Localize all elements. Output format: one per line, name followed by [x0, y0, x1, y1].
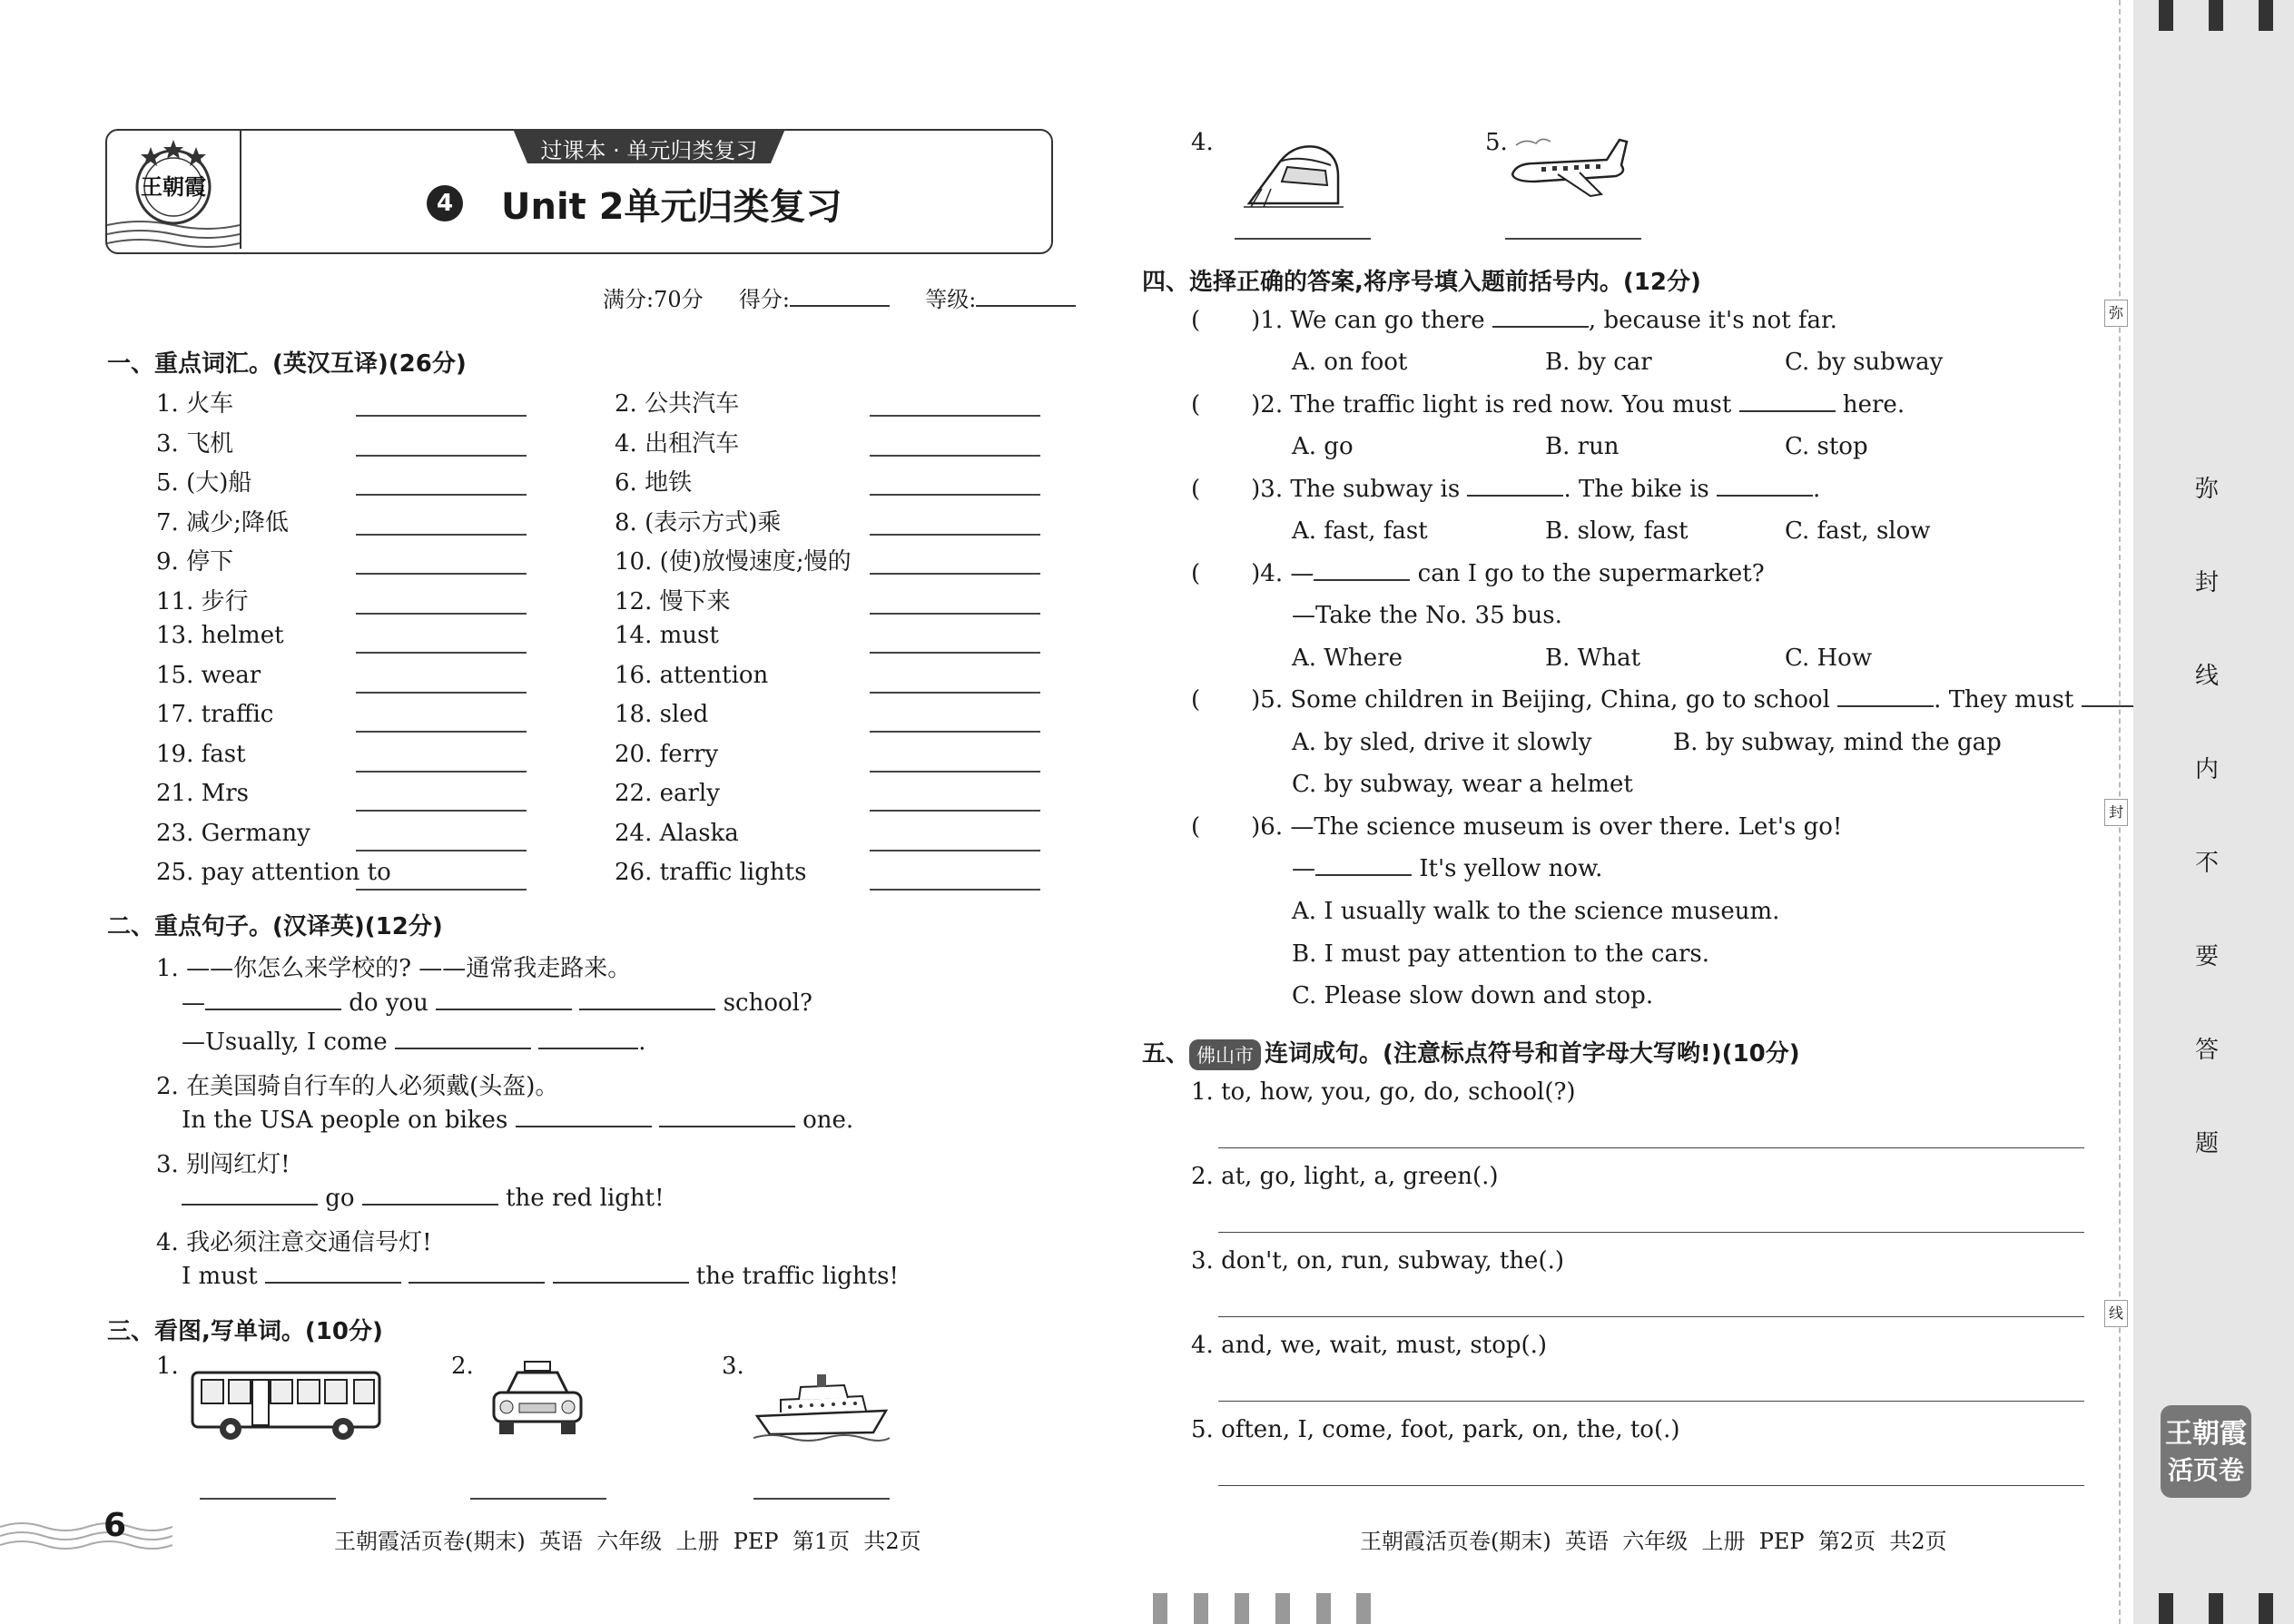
q2-3-english: go the red light! [182, 1185, 665, 1212]
seal-char: 要 [2195, 943, 2220, 970]
binding-mark-1: 弥 [2104, 300, 2128, 327]
seal-char: 内 [2195, 756, 2220, 783]
binding-mark-2: 封 [2104, 799, 2128, 826]
reorder-item: 2. at, go, light, a, green(.) [1191, 1163, 1499, 1190]
vocab-answer-line[interactable] [870, 850, 1040, 851]
grade-field[interactable] [976, 305, 1076, 307]
footer-right: 王朝霞活页卷(期末) 英语 六年级 上册 PEP 第2页 共2页 [1360, 1529, 1947, 1554]
vocab-item: 10. (使)放慢速度;慢的 [615, 548, 852, 576]
vocab-item: 9. 停下 [156, 548, 234, 576]
registration-marks-bottom [1153, 1593, 1371, 1624]
vocab-answer-line[interactable] [870, 494, 1040, 496]
section4-heading: 四、选择正确的答案,将序号填入题前括号内。(12分) [1142, 269, 1701, 296]
vocab-item: 26. traffic lights [615, 859, 807, 886]
mc-2-option-b: B. run [1545, 433, 1620, 460]
answer-blank[interactable] [1467, 495, 1563, 497]
picture-label-5: 5. [1485, 129, 1508, 156]
picture-label-3: 3. [722, 1353, 744, 1380]
answer-blank[interactable] [579, 1009, 715, 1010]
brand-top: 王朝霞 [2165, 1418, 2247, 1450]
brand-bottom: 活页卷 [2167, 1455, 2244, 1485]
mc-4-option-c: C. How [1785, 645, 1873, 672]
mc-4-option-b: B. What [1545, 645, 1641, 672]
vocab-answer-line[interactable] [870, 810, 1040, 812]
vocab-answer-line[interactable] [870, 771, 1040, 773]
binding-margin [2133, 0, 2294, 1624]
vocab-answer-line[interactable] [356, 573, 527, 575]
page-number: 6 [103, 1507, 127, 1544]
answer-blank[interactable] [182, 1204, 318, 1206]
mc-5-option-b: B. by subway, mind the gap [1673, 729, 2002, 756]
unit-number: 4 [436, 190, 454, 217]
mc-3-option-c: C. fast, slow [1785, 517, 1931, 545]
vocab-answer-line[interactable] [870, 889, 1040, 891]
vocab-answer-line[interactable] [356, 692, 527, 694]
vocab-item: 7. 减少;降低 [156, 509, 289, 536]
vocab-item: 11. 步行 [156, 588, 249, 615]
picture-label-2: 2. [451, 1353, 474, 1380]
q2-1-chinese: 1. ——你怎么来学校的? ——通常我走路来。 [156, 955, 632, 982]
mc-2-option-c: C. stop [1785, 433, 1868, 460]
q2-3-chinese: 3. 别闯红灯! [156, 1151, 290, 1178]
vocab-answer-line[interactable] [356, 850, 527, 851]
mc-5-option-a: A. by sled, drive it slowly [1292, 729, 1592, 756]
unit-number-badge [427, 185, 463, 221]
q2-2-chinese: 2. 在美国骑自行车的人必须戴(头盔)。 [156, 1073, 559, 1100]
seal-char: 封 [2195, 569, 2220, 596]
answer-blank[interactable] [659, 1126, 795, 1127]
answer-blank[interactable] [1837, 705, 1934, 707]
vocab-item: 17. traffic [156, 701, 274, 728]
mc-2-option-a: A. go [1292, 433, 1354, 460]
vocab-item: 20. ferry [615, 741, 719, 768]
vocab-answer-line[interactable] [356, 652, 527, 654]
vocab-item: 12. 慢下来 [615, 588, 731, 615]
vocab-answer-line[interactable] [356, 613, 527, 615]
vocab-answer-line[interactable] [356, 771, 527, 773]
vocab-item: 24. Alaska [615, 820, 739, 847]
vocab-answer-line[interactable] [356, 731, 527, 733]
registration-marks-top [2159, 0, 2286, 31]
reorder-answer-line[interactable] [1218, 1232, 2084, 1233]
mc-6-option-a: A. I usually walk to the science museum. [1292, 898, 1780, 925]
reorder-answer-line[interactable] [1218, 1401, 2084, 1402]
vocab-item: 3. 飞机 [156, 430, 234, 458]
score-field[interactable] [790, 305, 890, 307]
picture-label-4: 4. [1191, 129, 1214, 156]
mc-question-3: ( )3. The subway is . The bike is . [1191, 476, 1821, 503]
footer-left: 王朝霞活页卷(期末) 英语 六年级 上册 PEP 第1页 共2页 [334, 1529, 921, 1554]
reorder-item: 1. to, how, you, go, do, school(?) [1191, 1078, 1576, 1106]
vocab-answer-line[interactable] [356, 534, 527, 536]
logo-panel [107, 131, 241, 249]
mc-question-6: ( )6. —The science museum is over there. Let's go! [1191, 813, 1843, 841]
answer-blank[interactable] [1315, 874, 1412, 876]
full-score-label: 满分:70分 [603, 287, 704, 312]
q2-2-english: In the USA people on bikes one. [182, 1107, 854, 1134]
q2-1-line1: — do you school? [182, 989, 812, 1017]
taxi-picture [487, 1358, 588, 1442]
seal-char: 弥 [2195, 476, 2220, 503]
section1-heading: 一、重点词汇。(英汉互译)(26分) [107, 350, 467, 378]
vocab-answer-line[interactable] [870, 692, 1040, 694]
picture-answer-line-2[interactable] [470, 1498, 606, 1500]
vocab-item: 5. (大)船 [156, 469, 252, 497]
seal-char: 不 [2195, 850, 2220, 877]
mc-1-option-b: B. by car [1545, 349, 1652, 376]
q2-1-line2: —Usually, I come . [182, 1029, 646, 1056]
vocab-item: 16. attention [615, 662, 769, 689]
binding-mark-3: 线 [2104, 1300, 2128, 1327]
reorder-answer-line[interactable] [1218, 1485, 2084, 1486]
answer-blank[interactable] [1739, 410, 1836, 412]
answer-blank[interactable] [436, 1009, 572, 1010]
answer-blank[interactable] [538, 1048, 638, 1049]
logo-text: 王朝霞 [141, 173, 206, 200]
answer-blank[interactable] [1717, 495, 1813, 497]
mc-6-option-c: C. Please slow down and stop. [1292, 982, 1654, 1009]
vocab-answer-line[interactable] [356, 889, 527, 891]
picture-answer-line-1[interactable] [200, 1498, 336, 1500]
mc-question-2: ( )2. The traffic light is red now. You must here. [1191, 391, 1905, 418]
mc-3-option-a: A. fast, fast [1292, 517, 1428, 545]
vocab-item: 8. (表示方式)乘 [615, 509, 782, 536]
mc-question-4: ( )4. — can I go to the supermarket? [1191, 560, 1765, 587]
mc-question-5: ( )5. Some children in Beijing, China, go to school . They must [1191, 686, 2185, 714]
vocab-item: 18. sled [615, 701, 709, 728]
reorder-answer-line[interactable] [1218, 1316, 2084, 1317]
answer-blank[interactable] [516, 1126, 652, 1127]
score-label: 得分: [738, 287, 790, 312]
vocab-answer-line[interactable] [870, 455, 1040, 457]
reorder-item: 3. don't, on, run, subway, the(.) [1191, 1247, 1564, 1275]
vocab-answer-line[interactable] [356, 415, 527, 417]
picture-answer-line-3[interactable] [753, 1498, 890, 1500]
vocab-item: 2. 公共汽车 [615, 390, 740, 418]
mc-3-option-b: B. slow, fast [1545, 517, 1689, 545]
score-line [603, 281, 1076, 313]
answer-blank[interactable] [409, 1282, 545, 1284]
region-badge: 佛山市 [1189, 1039, 1261, 1070]
reorder-item: 5. often, I, come, foot, park, on, the, to(.) [1191, 1416, 1680, 1443]
mc-6-reply: — It's yellow now. [1292, 855, 1603, 882]
train-picture [1244, 134, 1344, 209]
answer-blank[interactable] [1492, 326, 1589, 328]
picture-answer-line-4[interactable] [1235, 238, 1371, 240]
answer-blank[interactable] [553, 1282, 689, 1284]
vocab-item: 22. early [615, 780, 720, 807]
vocab-item: 25. pay attention to [156, 859, 391, 886]
section2-heading: 二、重点句子。(汉译英)(12分) [107, 913, 443, 940]
section5-heading: 五、 佛山市 连词成句。(注意标点符号和首字母大写哟!)(10分) [1142, 1035, 1800, 1070]
plane-picture [1507, 133, 1630, 205]
vocab-answer-line[interactable] [356, 455, 527, 457]
reorder-item: 4. and, we, wait, must, stop(.) [1191, 1332, 1548, 1359]
page-title: Unit 2单元归类复习 [501, 186, 842, 228]
mc-5-option-c: C. by subway, wear a helmet [1292, 771, 1633, 798]
answer-blank[interactable] [362, 1204, 498, 1206]
section3-heading: 三、看图,写单词。(10分) [107, 1318, 383, 1345]
vocab-item: 1. 火车 [156, 390, 234, 418]
reorder-answer-line[interactable] [1218, 1147, 2084, 1148]
banner [513, 129, 785, 163]
page-wave-decoration [0, 1518, 172, 1554]
vocab-answer-line[interactable] [356, 810, 527, 812]
vocab-answer-line[interactable] [356, 494, 527, 496]
vocab-item: 4. 出租汽车 [615, 430, 740, 458]
mc-4-option-a: A. Where [1292, 645, 1403, 672]
mc-1-option-c: C. by subway [1785, 349, 1944, 376]
vocab-item: 13. helmet [156, 622, 284, 649]
answer-blank[interactable] [395, 1048, 531, 1049]
wangzhaoxia-logo [107, 131, 240, 249]
answer-paren: ( [1191, 307, 1201, 334]
mc-4-reply: —Take the No. 35 bus. [1292, 602, 1562, 629]
seal-char: 答 [2195, 1037, 2220, 1064]
q2-4-chinese: 4. 我必须注意交通信号灯! [156, 1229, 432, 1256]
vocab-item: 23. Germany [156, 820, 310, 847]
vocab-answer-line[interactable] [870, 652, 1040, 654]
mc-1-option-a: A. on foot [1292, 349, 1408, 376]
picture-answer-line-5[interactable] [1505, 238, 1641, 240]
bus-picture [189, 1369, 385, 1443]
vocab-item: 6. 地铁 [615, 469, 693, 497]
answer-blank[interactable] [1314, 579, 1410, 581]
vocab-item: 14. must [615, 622, 719, 649]
vocab-item: 15. wear [156, 662, 261, 689]
registration-marks-right-bottom [2159, 1593, 2286, 1624]
grade-label: 等级: [925, 287, 977, 312]
answer-blank[interactable] [205, 1009, 341, 1010]
vocab-answer-line[interactable] [870, 415, 1040, 417]
vocab-item: 21. Mrs [156, 780, 250, 807]
vocab-item: 19. fast [156, 741, 246, 768]
banner-text: 过课本 · 单元归类复习 [540, 138, 758, 163]
mc-6-option-b: B. I must pay attention to the cars. [1292, 940, 1709, 968]
seal-char: 线 [2195, 663, 2220, 690]
vocab-answer-line[interactable] [870, 534, 1040, 536]
vocab-answer-line[interactable] [870, 613, 1040, 615]
vocab-answer-line[interactable] [870, 731, 1040, 733]
seal-char: 题 [2195, 1130, 2220, 1157]
vocab-answer-line[interactable] [870, 573, 1040, 575]
answer-blank[interactable] [265, 1282, 401, 1284]
picture-label-1: 1. [156, 1353, 179, 1380]
ship-picture [753, 1367, 890, 1442]
q2-4-english: I must the traffic lights! [182, 1263, 899, 1290]
brand-badge [2161, 1405, 2251, 1498]
mc-question-1: ( )1. We can go there , because it's not far. [1191, 307, 1837, 334]
